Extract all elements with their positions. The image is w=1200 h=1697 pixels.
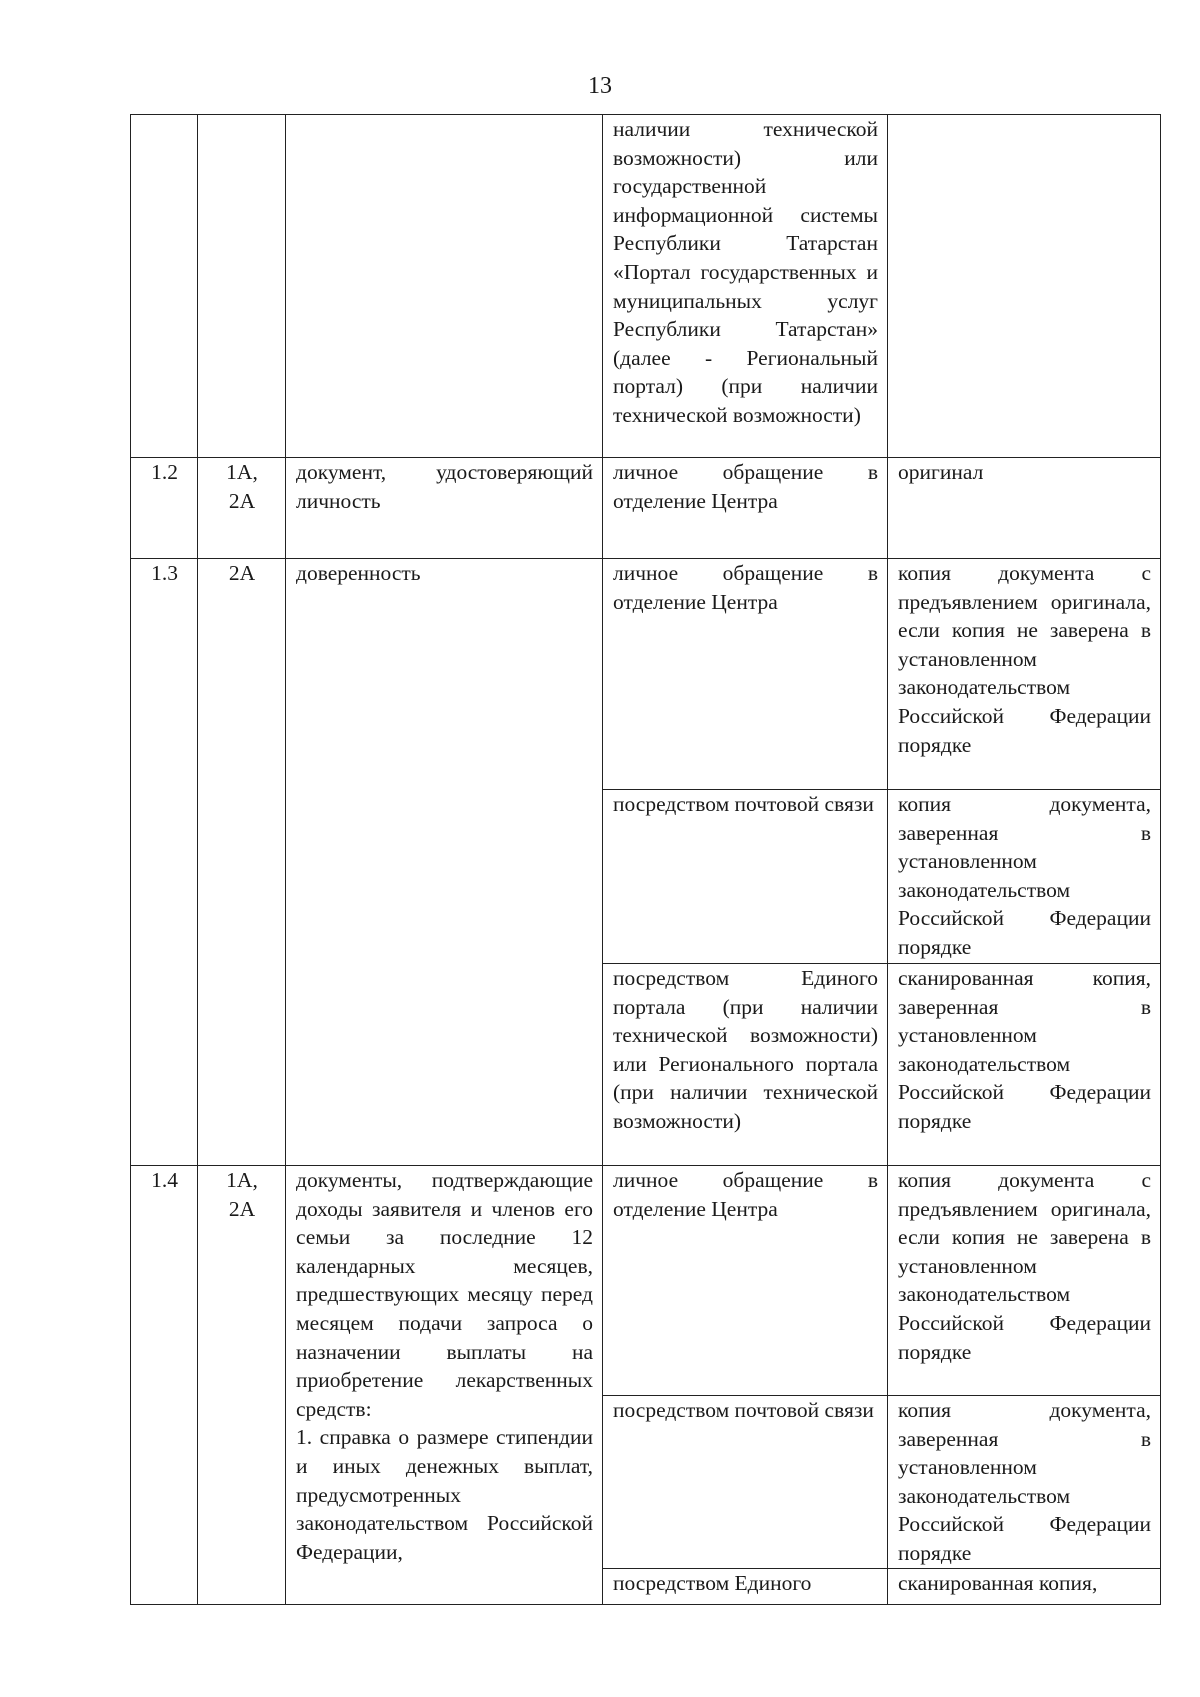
row-number-cell xyxy=(131,115,198,458)
submission-method-cell: посредством почтовой связи xyxy=(603,790,888,964)
submission-method-cell: посредством Единого портала (при наличии технической возможности) или Регионального портала (при наличии технической возможности) xyxy=(603,964,888,1166)
table-row xyxy=(131,115,1161,458)
document-form-cell xyxy=(888,115,1161,458)
row-number-cell: 1.4 xyxy=(131,1166,198,1605)
table-row xyxy=(131,559,1161,790)
document-form-cell: сканированная копия, заверенная в установленном законодательством Российской Федерации порядке xyxy=(888,964,1161,1166)
documents-table xyxy=(130,114,1161,1605)
table-row xyxy=(131,458,1161,559)
submission-method-cell: личное обращение в отделение Центра xyxy=(603,458,888,559)
document-form-cell: копия документа с предъявлением оригинала, если копия не заверена в установленном законодательством Российской Федерации порядке xyxy=(888,559,1161,790)
submission-method-cell: личное обращение в отделение Центра xyxy=(603,559,888,790)
document-name-cell: доверенность xyxy=(286,559,603,1166)
row-group-cell xyxy=(198,115,286,458)
document-form-cell: копия документа, заверенная в установленном законодательством Российской Федерации порядке xyxy=(888,790,1161,964)
row-group-cell: 1А, 2А xyxy=(198,458,286,559)
row-number-cell: 1.3 xyxy=(131,559,198,1166)
table-row xyxy=(131,1166,1161,1396)
document-name-cell xyxy=(286,115,603,458)
document-name-cell: документы, подтверждающие доходы заявителя и членов его семьи за последние 12 календарных месяцев, предшествующих месяцу перед месяцем подачи запроса о назначении выплаты на приобретение лекарственных средств: 1. справка о размере стипендии и иных денежных выплат, предусмотренных законодательством Российской Федерации, xyxy=(286,1166,603,1605)
page-number: 13 xyxy=(588,73,612,99)
row-number-cell: 1.2 xyxy=(131,458,198,559)
document-form-cell: копия документа с предъявлением оригинала, если копия не заверена в установленном законодательством Российской Федерации порядке xyxy=(888,1166,1161,1396)
document-name-cell: документ, удостоверяющий личность xyxy=(286,458,603,559)
submission-method-cell: личное обращение в отделение Центра xyxy=(603,1166,888,1396)
row-group-cell: 2А xyxy=(198,559,286,1166)
row-group-cell: 1А, 2А xyxy=(198,1166,286,1605)
submission-method-cell: наличии технической возможности) или государственной информационной системы Республики Татарстан «Портал государственных и муниципальных услуг Республики Татарстан» (далее - Региональный портал) (при наличии технической возможности) xyxy=(603,115,888,458)
document-form-cell: оригинал xyxy=(888,458,1161,559)
submission-method-cell: посредством почтовой связи xyxy=(603,1396,888,1569)
document-form-cell: копия документа, заверенная в установленном законодательством Российской Федерации порядке xyxy=(888,1396,1161,1569)
submission-method-cell: посредством Единого xyxy=(603,1568,888,1604)
document-form-cell: сканированная копия, xyxy=(888,1568,1161,1604)
